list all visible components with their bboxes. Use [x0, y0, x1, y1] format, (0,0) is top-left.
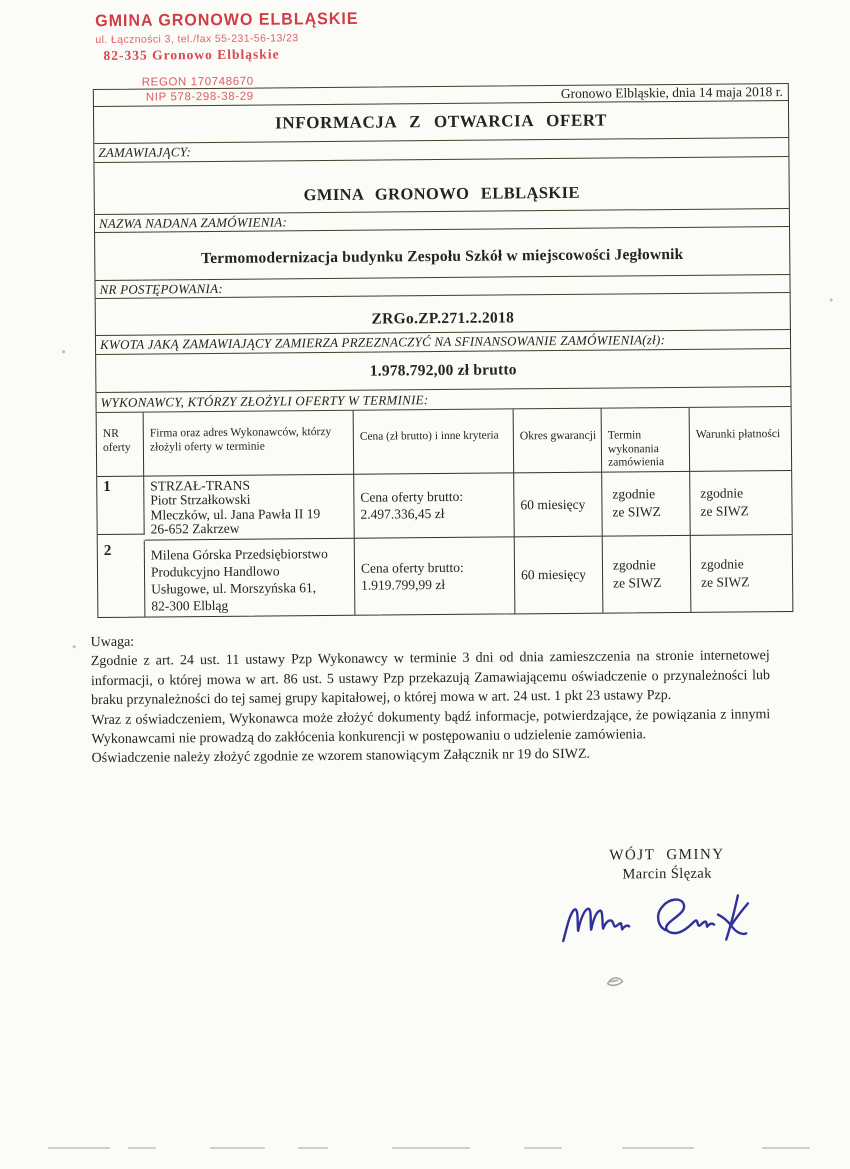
offer-1-okres: 60 miesięcy	[514, 472, 603, 537]
document-frame	[93, 83, 794, 618]
offer-2-warunki-text: zgodnie ze SIWZ	[700, 556, 750, 590]
value-nr-postepowania: ZRGo.ZP.271.2.2018	[96, 293, 790, 336]
note-heading: Uwaga:	[90, 634, 135, 651]
scan-artifact-dash	[128, 1147, 156, 1149]
stamp-nip: NIP 578-298-38-29	[145, 90, 254, 104]
stamp-postal: 82-335 Gronowo Elbląskie	[103, 46, 280, 63]
note-paragraph-1: Zgodnie z art. 24 ust. 11 ustawy Pzp Wykonawcy w terminie 3 dni od dnia zamieszczenia na stronie internetowej informacji, o której mowa w art. 86 ust. 5 ustawy Pzp przekazują Zamawiającemu oświadczenie o przynależności lub braku przynależności do tej samej grupy kapitałowej, o której mowa w art. 24 ust. 1 pkt 23 ustawy Pzp.	[90, 648, 771, 709]
offer-1-cena	[354, 473, 515, 539]
value-nazwa-zamowienia: Termomodernizacja budynku Zespołu Szkół w miejscowości Jegłownik	[95, 227, 789, 281]
note-block	[91, 627, 771, 769]
date-line: Gronowo Elbląskie, dnia 14 maja 2018 r.	[94, 84, 788, 107]
offer-2-firma-line: Milena Górska Przedsiębiorstwo	[150, 545, 328, 563]
offer-1-termin-text: zgodnie ze SIWZ	[612, 486, 661, 520]
scan-artifact-dash	[210, 1147, 265, 1149]
offer-1-firma-line: Mleczków, ul. Jana Pawła II 19	[150, 505, 321, 523]
note-paragraph-3: Oświadczenie należy złożyć zgodnie ze wzorem stanowiącym Załącznik nr 19 do SIWZ.	[91, 747, 591, 767]
scan-artifact-dash	[392, 1147, 470, 1149]
col-header-warunki-platnosci: Warunki płatności	[690, 407, 792, 471]
col-header-nr-oferty: NR oferty	[97, 413, 145, 477]
scan-artifact-dash	[524, 1147, 562, 1149]
offer-1-firma-line: Piotr Strzałkowski	[150, 491, 251, 508]
label-zamawiajacy: ZAMAWIAJĄCY:	[94, 138, 788, 163]
document-title: INFORMACJA Z OTWARCIA OFERT	[94, 101, 788, 144]
offer-2-warunki	[691, 535, 793, 612]
signer-title: WÓJT GMINY	[609, 846, 725, 864]
offer-1-firma	[144, 474, 355, 540]
offer-1-termin	[602, 471, 691, 536]
scan-speck	[830, 299, 833, 302]
offer-2-termin	[603, 536, 692, 613]
offer-1-cena-value: 2.497.336,45 zł	[360, 506, 445, 522]
label-nazwa-zamowienia: NAZWA NADANA ZAMÓWIENIA:	[95, 209, 789, 233]
offer-2-okres: 60 miesięcy	[515, 536, 604, 613]
col-header-termin-wykonania: Termin wykonania zamówienia	[602, 408, 691, 472]
offer-1-nr: 1	[97, 476, 145, 534]
offer-2-firma	[145, 539, 356, 617]
offer-2-nr: 2	[98, 540, 146, 616]
ink-smudge	[606, 974, 626, 988]
col-header-firma: Firma oraz adres Wykonawców, którzy złożyli oferty w terminie	[144, 411, 355, 476]
offer-2-termin-text: zgodnie ze SIWZ	[612, 557, 662, 591]
offers-table	[97, 407, 793, 617]
offer-2-firma-line: Produkcyjno Handlowo	[150, 563, 280, 580]
scan-speck	[73, 645, 76, 648]
offer-2-cena-value: 1.919.799,99 zł	[361, 576, 446, 593]
label-kwota: KWOTA JAKĄ ZAMAWIAJĄCY ZAMIERZA PRZEZNACZYĆ NA SFINANSOWANIE ZAMÓWIENIA(zł):	[96, 330, 790, 355]
offer-1-firma-line: 26-652 Zakrzew	[150, 521, 240, 537]
label-wykonawcy: WYKONAWCY, KTÓRZY ZŁOŻYLI OFERTY W TERMINIE:	[96, 387, 790, 413]
scan-artifact-dash	[762, 1147, 810, 1149]
value-zamawiajacy: GMINA GRONOWO ELBLĄSKIE	[94, 157, 788, 215]
col-header-okres-gwarancji: Okres gwarancji	[514, 409, 603, 473]
offer-1-warunki-text: zgodnie ze SIWZ	[700, 485, 749, 519]
office-stamp	[95, 10, 425, 104]
signer-name: Marcin Ślęzak	[622, 865, 712, 883]
offer-1-warunki	[690, 470, 792, 535]
note-paragraph-2: Wraz z oświadczeniem, Wykonawca może złożyć dokumenty bądź informacje, potwierdzające, że powiązania z innymi Wykonawcami nie prowadzą do zakłócenia konkurencji w postępowaniu o udzielenie zamówienia.	[91, 706, 771, 748]
offer-2-cena	[355, 537, 516, 614]
value-kwota: 1.978.792,00 zł brutto	[96, 349, 790, 393]
scan-artifact-dash	[48, 1147, 110, 1149]
offer-1-firma-line: STRZAŁ-TRANS	[150, 477, 251, 494]
scan-speck	[62, 350, 65, 353]
offer-1-cena-label: Cena oferty brutto:	[360, 489, 464, 505]
scan-artifact-dash	[622, 1147, 694, 1149]
stamp-regon: REGON 170748670	[141, 75, 254, 89]
offer-2-firma-line: 82-300 Elbląg	[151, 597, 229, 614]
scan-artifact-dash	[298, 1147, 328, 1149]
stamp-address: ul. Łączności 3, tel./fax 55-231-56-13/23	[95, 32, 299, 47]
offer-2-firma-line: Usługowe, ul. Morszyńska 61,	[151, 579, 317, 597]
handwritten-signature	[553, 883, 764, 960]
stamp-org-name: GMINA GRONOWO ELBLĄSKIE	[95, 10, 359, 31]
col-header-cena: Cena (zł brutto) i inne kryteria	[354, 409, 515, 474]
offer-2-cena-label: Cena oferty brutto:	[360, 559, 464, 576]
signature-block	[559, 846, 774, 884]
label-nr-postepowania: NR POSTĘPOWANIA:	[95, 275, 789, 299]
